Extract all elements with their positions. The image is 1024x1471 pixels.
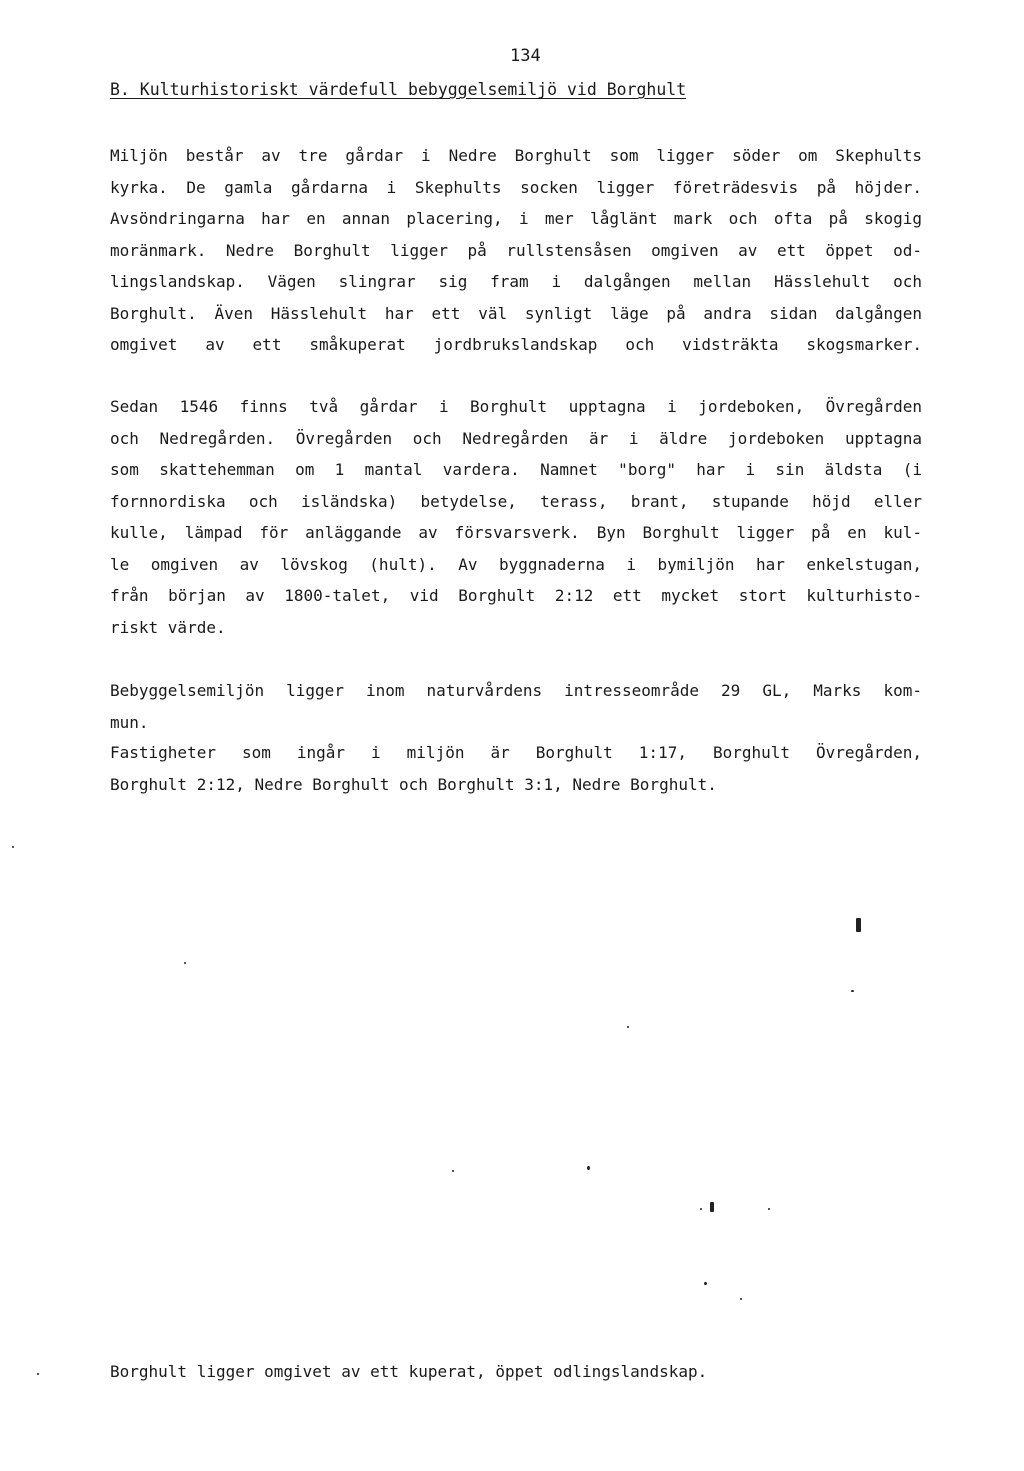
scan-speck xyxy=(587,1166,590,1170)
paragraph-line: moränmark. Nedre Borghult ligger på rullstensåsen omgiven av ett öppet od- xyxy=(110,240,922,260)
paragraph-line: kulle, lämpad för anläggande av försvarsverk. Byn Borghult ligger på en kul- xyxy=(110,523,922,542)
paragraph-history xyxy=(110,391,922,643)
paragraph-line: Bebyggelsemiljön ligger inom naturvårdens intresseområde 29 GL, Marks kom- xyxy=(110,681,922,700)
scan-speck xyxy=(627,1026,629,1028)
paragraph-line: och Nedregården. Övregården och Nedregården är i äldre jordeboken upptagna xyxy=(110,428,922,448)
paragraph-environment-description xyxy=(110,140,922,361)
paragraph-line: Borghult. Även Hässlehult har ett väl synligt läge på andra sidan dalgången xyxy=(110,303,922,323)
paragraph-interest-area xyxy=(110,675,922,738)
section-heading: B. Kulturhistoriskt värdefull bebyggelsemiljö vid Borghult xyxy=(110,80,687,99)
paragraph-line: riskt värde. xyxy=(110,617,226,637)
scan-speck xyxy=(37,1373,39,1375)
scan-speck xyxy=(12,846,14,848)
photo-caption: Borghult ligger omgivet av ett kuperat, öppet odlingslandskap. xyxy=(110,1362,708,1381)
paragraph-line: lingslandskap. Vägen slingrar sig fram i dalgången mellan Hässlehult och xyxy=(110,272,922,291)
paragraph-line: Miljön består av tre gårdar i Nedre Borghult som ligger söder om Skephults xyxy=(110,146,922,165)
paragraph-line: fornnordiska och isländska) betydelse, terass, brant, stupande höjd eller xyxy=(110,491,922,511)
scan-speck xyxy=(700,1208,702,1210)
paragraph-line: kyrka. De gamla gårdarna i Skephults socken ligger företrädesvis på höjder. xyxy=(110,177,922,197)
page-number: 134 xyxy=(510,46,541,66)
scan-speck xyxy=(740,1298,742,1300)
scan-speck xyxy=(184,962,186,964)
scan-speck xyxy=(856,918,861,932)
scan-speck xyxy=(768,1208,770,1210)
paragraph-line: från början av 1800-talet, vid Borghult 2:12 ett mycket stort kulturhisto- xyxy=(110,586,922,605)
paragraph-line: Fastigheter som ingår i miljön är Borghult 1:17, Borghult Övregården, xyxy=(110,743,922,762)
paragraph-line: Avsöndringarna har en annan placering, i mer låglänt mark och ofta på skogig xyxy=(110,209,922,228)
paragraph-properties xyxy=(110,737,922,800)
paragraph-line: som skattehemman om 1 mantal vardera. Namnet "borg" har i sin äldsta (i xyxy=(110,460,922,479)
scan-speck xyxy=(851,990,854,992)
paragraph-line: Sedan 1546 finns två gårdar i Borghult upptagna i jordeboken, Övregården xyxy=(110,397,922,416)
paragraph-line: Borghult 2:12, Nedre Borghult och Borghult 3:1, Nedre Borghult. xyxy=(110,774,717,794)
paragraph-line: mun. xyxy=(110,712,149,732)
scan-speck xyxy=(704,1282,707,1285)
scan-speck xyxy=(452,1170,454,1172)
paragraph-line: omgivet av ett småkuperat jordbrukslandskap och vidsträkta skogsmarker. xyxy=(110,335,922,354)
scan-speck xyxy=(710,1202,714,1212)
paragraph-line: le omgiven av lövskog (hult). Av byggnaderna i bymiljön har enkelstugan, xyxy=(110,554,922,574)
